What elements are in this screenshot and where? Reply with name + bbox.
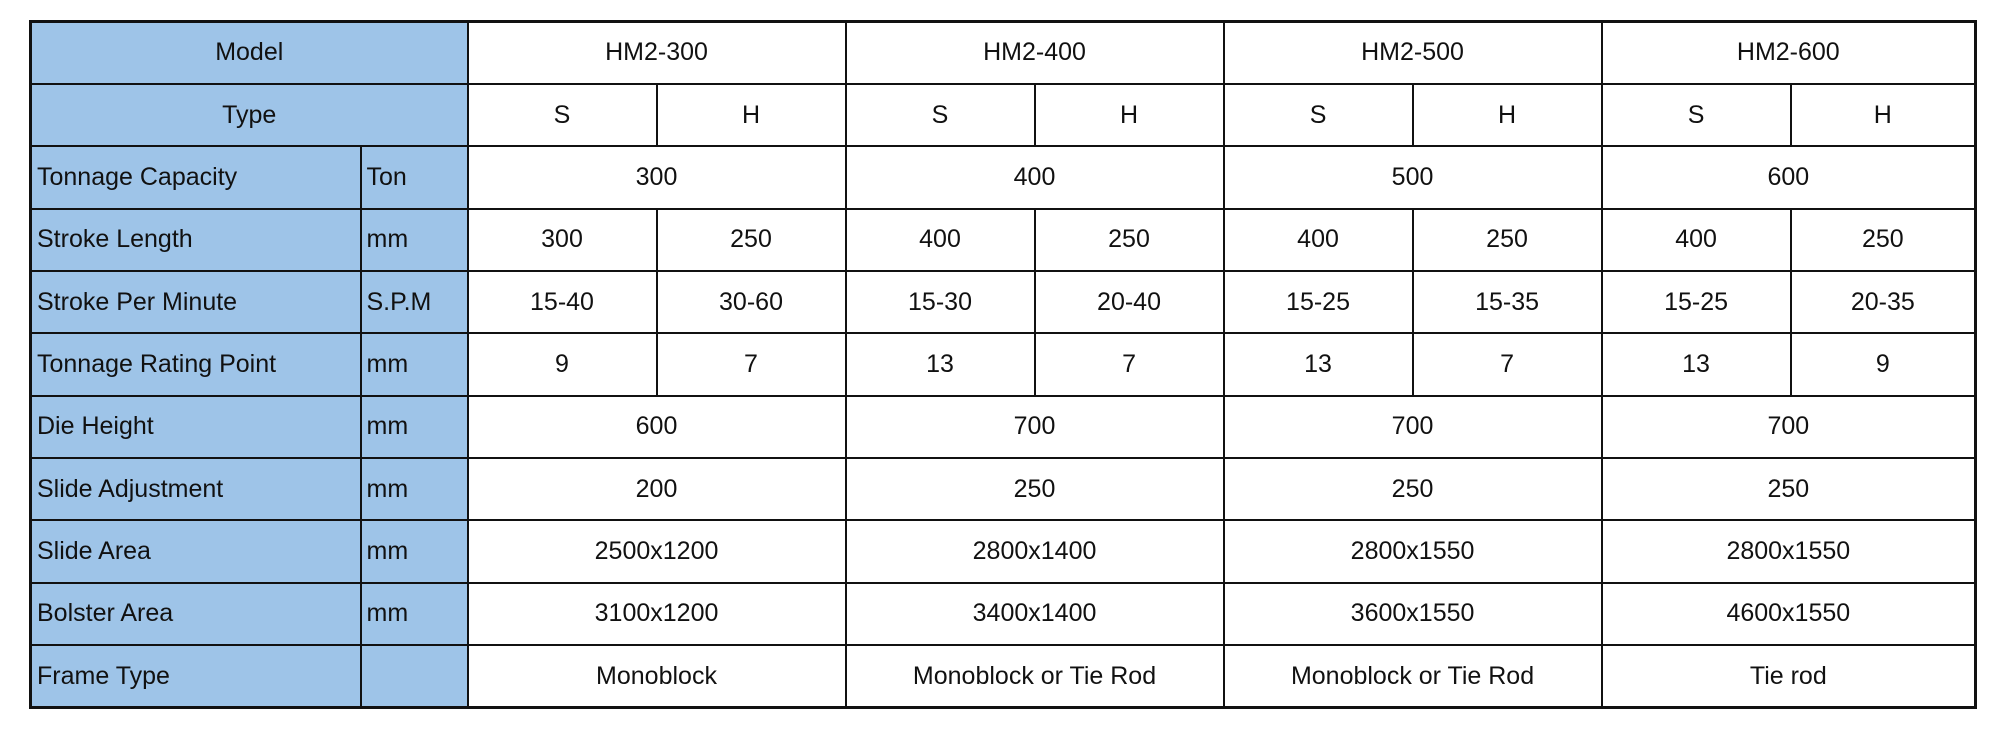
value-cell: 250: [1224, 458, 1602, 520]
type-cell: H: [657, 84, 846, 146]
param-label: Bolster Area: [31, 583, 361, 645]
type-cell: H: [1035, 84, 1224, 146]
slide-area-row: [31, 520, 1976, 582]
unit-label: mm: [361, 209, 468, 271]
value-cell: 400: [1224, 209, 1413, 271]
type-cell: H: [1791, 84, 1976, 146]
value-cell: 3100x1200: [468, 583, 846, 645]
value-cell: 15-30: [846, 271, 1035, 333]
type-cell: S: [846, 84, 1035, 146]
value-cell: 700: [846, 396, 1224, 458]
value-cell: 600: [1602, 146, 1976, 208]
unit-label: mm: [361, 583, 468, 645]
unit-label: [361, 645, 468, 707]
value-cell: 30-60: [657, 271, 846, 333]
tonnage-rating-point-row: [31, 333, 1976, 395]
value-cell: 300: [468, 146, 846, 208]
value-cell: 13: [1602, 333, 1791, 395]
unit-label: mm: [361, 333, 468, 395]
model-cell: HM2-600: [1602, 22, 1976, 84]
type-row: [31, 84, 1976, 146]
value-cell: 200: [468, 458, 846, 520]
value-cell: 250: [1602, 458, 1976, 520]
value-cell: 3600x1550: [1224, 583, 1602, 645]
unit-label: mm: [361, 396, 468, 458]
value-cell: 300: [468, 209, 657, 271]
value-cell: 2800x1550: [1602, 520, 1976, 582]
param-label: Slide Area: [31, 520, 361, 582]
stroke-per-minute-row: [31, 271, 1976, 333]
value-cell: 9: [468, 333, 657, 395]
tonnage-capacity-row: [31, 146, 1976, 208]
value-cell: 3400x1400: [846, 583, 1224, 645]
value-cell: 4600x1550: [1602, 583, 1976, 645]
value-cell: 15-35: [1413, 271, 1602, 333]
stroke-length-row: [31, 209, 1976, 271]
value-cell: 20-40: [1035, 271, 1224, 333]
spec-table: [29, 20, 1977, 709]
value-cell: 700: [1602, 396, 1976, 458]
value-cell: 15-25: [1602, 271, 1791, 333]
value-cell: 500: [1224, 146, 1602, 208]
unit-label: mm: [361, 458, 468, 520]
param-label: Die Height: [31, 396, 361, 458]
value-cell: 2800x1400: [846, 520, 1224, 582]
param-label: Tonnage Capacity: [31, 146, 361, 208]
value-cell: 7: [1413, 333, 1602, 395]
value-cell: 9: [1791, 333, 1976, 395]
value-cell: 13: [846, 333, 1035, 395]
type-cell: S: [468, 84, 657, 146]
value-cell: 2800x1550: [1224, 520, 1602, 582]
unit-label: Ton: [361, 146, 468, 208]
value-cell: Monoblock or Tie Rod: [1224, 645, 1602, 707]
value-cell: Monoblock: [468, 645, 846, 707]
value-cell: 7: [657, 333, 846, 395]
value-cell: 250: [657, 209, 846, 271]
bolster-area-row: [31, 583, 1976, 645]
param-label: Stroke Per Minute: [31, 271, 361, 333]
value-cell: 20-35: [1791, 271, 1976, 333]
value-cell: Monoblock or Tie Rod: [846, 645, 1224, 707]
model-cell: HM2-500: [1224, 22, 1602, 84]
value-cell: 600: [468, 396, 846, 458]
value-cell: 250: [1791, 209, 1976, 271]
unit-label: mm: [361, 520, 468, 582]
type-cell: H: [1413, 84, 1602, 146]
type-header-cell: Type: [31, 84, 468, 146]
frame-type-row: [31, 645, 1976, 707]
value-cell: 700: [1224, 396, 1602, 458]
value-cell: 250: [1413, 209, 1602, 271]
die-height-row: [31, 396, 1976, 458]
unit-label: S.P.M: [361, 271, 468, 333]
value-cell: 15-40: [468, 271, 657, 333]
value-cell: 400: [846, 209, 1035, 271]
value-cell: 250: [1035, 209, 1224, 271]
slide-adjustment-row: [31, 458, 1976, 520]
param-label: Tonnage Rating Point: [31, 333, 361, 395]
type-cell: S: [1602, 84, 1791, 146]
param-label: Slide Adjustment: [31, 458, 361, 520]
value-cell: 7: [1035, 333, 1224, 395]
value-cell: Tie rod: [1602, 645, 1976, 707]
value-cell: 400: [1602, 209, 1791, 271]
value-cell: 15-25: [1224, 271, 1413, 333]
type-cell: S: [1224, 84, 1413, 146]
model-cell: HM2-400: [846, 22, 1224, 84]
value-cell: 13: [1224, 333, 1413, 395]
param-label: Stroke Length: [31, 209, 361, 271]
model-header-cell: Model: [31, 22, 468, 84]
value-cell: 250: [846, 458, 1224, 520]
value-cell: 2500x1200: [468, 520, 846, 582]
model-cell: HM2-300: [468, 22, 846, 84]
param-label: Frame Type: [31, 645, 361, 707]
value-cell: 400: [846, 146, 1224, 208]
model-row: [31, 22, 1976, 84]
